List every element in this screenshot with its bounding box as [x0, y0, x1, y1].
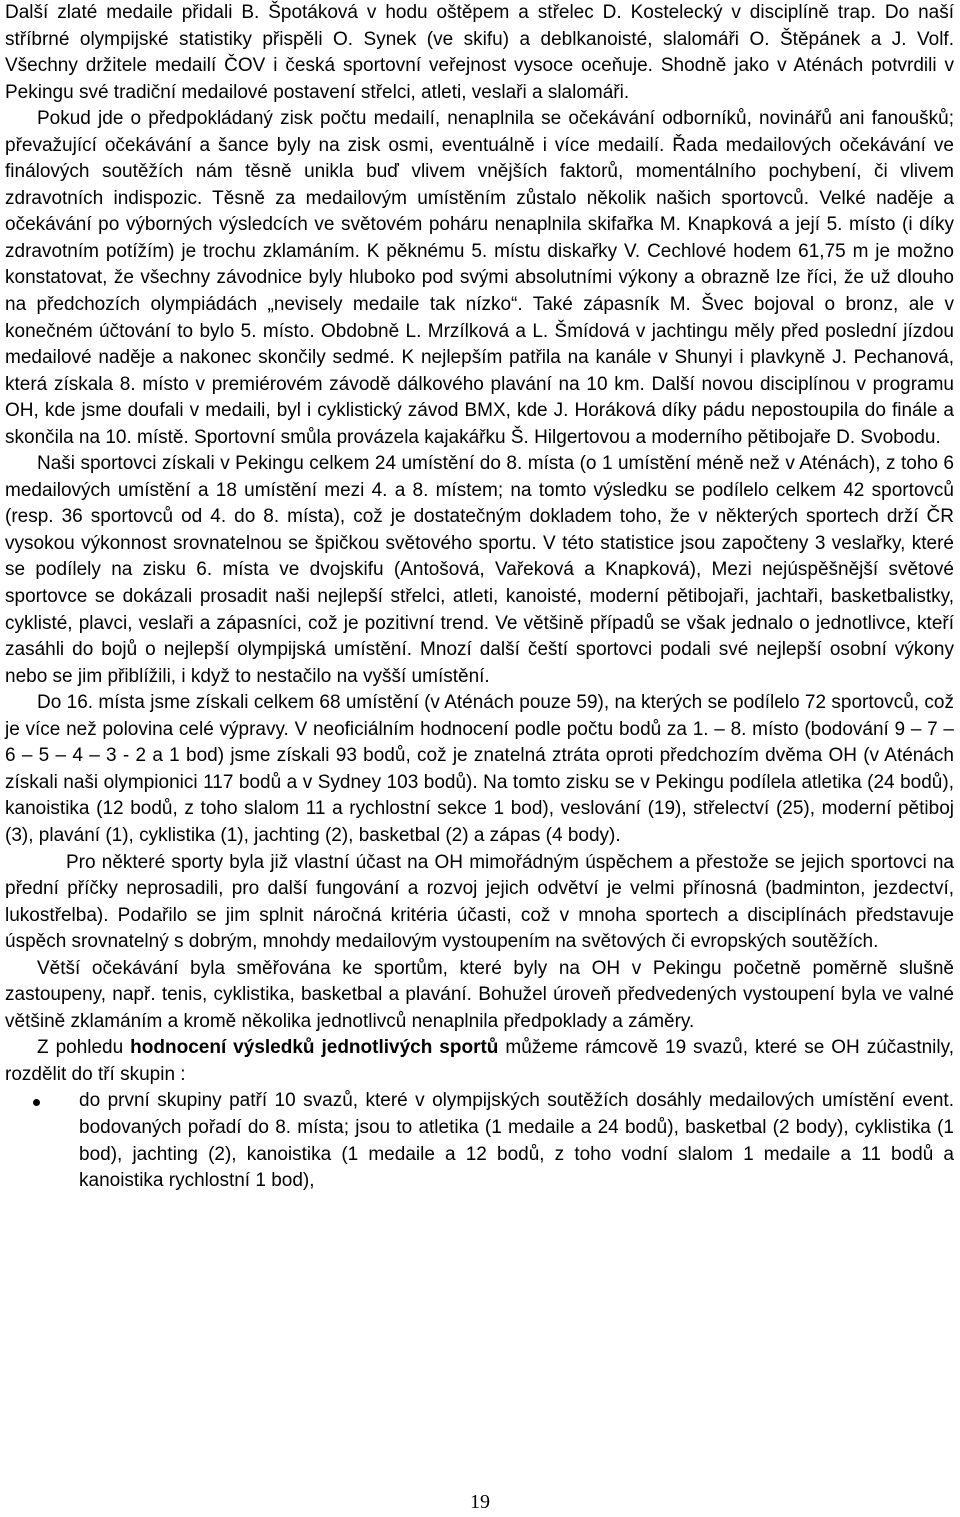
list-item-text: do první skupiny patří 10 svazů, které v olympijských soutěžích dosáhly medailových umístění event. bodovaných pořadí do 8. místa; jsou to atletika (1 medaile a 24 bodů), basketbal (2 body), cyklistika (1 bod), jachting (2), kanoistika (1 medaile a 12 bodů, z toho vodní slalom 1 medaile a 11 bodů a kanoistika rychlostní 1 bod),	[79, 1090, 954, 1192]
groups-bold-phrase: hodnocení výsledků jednotlivých sportů	[130, 1037, 499, 1059]
groups-rest-text: můžeme rámcově 19 svazů, které se OH zúčastnily, rozdělit do tří skupin :	[5, 1037, 954, 1085]
paragraph-expectations: Pokud jde o předpokládaný zisk počtu medailí, nenaplnila se očekávání odborníků, novinářů ani fanoušků; převažující očekávání a šance byly na zisk osmi, eventuálně i více medailí. Řada medailových očekávání ve finálových soutěžích nám těsně unikla buď vlivem vnějších faktorů, momentálního pochybení, či vlivem zdravotních indispozic. Těsně za medailovým umístěním zůstalo několik našich sportovců. Velké naděje a očekávání po výborných výsledcích ve světovém poháru nenaplnila skifařka M. Knapková a její 5. místo (i díky zdravotním potížím) je trochu zklamáním. K pěknému 5. místu diskařky V. Cechlové hodem 61,75 m je možno konstatovat, že všechny závodnice byly hluboko pod svými absolutními výkony a obrazně lze říci, že už dlouho na předchozích olympiádách „nevisely medaile tak nízko“. Také zápasník M. Švec bojoval o bronz, ale v konečném účtování to bylo 5. místo. Obdobně L. Mrzílková a L. Šmídová v jachtingu měly před poslední jízdou medailové naděje a nakonec skončily sedmé. K nejlepším patřila na kanále v Shunyi i plavkyně J. Pechanová, která získala 8. místo v premiérovém závodě dálkového plavání na 10 km. Další novou disciplínou v programu OH, kde jsme doufali v medaili, byl i cyklistický závod BMX, kde J. Horáková díky pádu nepostoupila do finále a skončila na 10. místě. Sportovní smůla provázela kajakářku Š. Hilgertovou a moderního pětibojaře D. Svobodu.	[5, 108, 954, 448]
paragraph-placements-top16: Do 16. místa jsme získali celkem 68 umístění (v Aténách pouze 59), na kterých se podílelo 72 sportovců, což je více než polovina celé výpravy. V neoficiálním hodnocení podle počtu bodů za 1. – 8. místo (bodování 9 – 7 – 6 – 5 – 4 – 3 - 2 a 1 bod) jsme získali 93 bodů, což je znatelná ztráta oproti předchozím dvěma OH (v Aténách získali naši olympionici 117 bodů a v Sydney 103 bodů). Na tomto zisku se v Pekingu podílela atletika (24 bodů), kanoistika (12 bodů, z toho slalom 11 a rychlostní sekce 1 bod), veslování (19), střelectví (25), moderní pětiboj (3), plavání (1), cyklistika (1), jachting (2), basketbal (2) a zápas (4 body).	[5, 692, 954, 846]
groups-intro-text: Z pohledu	[37, 1037, 131, 1059]
paragraph-placements-top8: Naši sportovci získali v Pekingu celkem 24 umístění do 8. místa (o 1 umístění méně než v Aténách), z toho 6 medailových umístění a 18 umístění mezi 4. a 8. místem; na tomto výsledku se podílelo celkem 42 sportovců (resp. 36 sportovců od 4. do 8. místa), což je dostatečným dokladem toho, že v některých sportech drží ČR vysokou výkonnost srovnatelnou se špičkou světového sportu. V této statistice jsou započteny 3 veslařky, které se podílely na zisku 6. místa ve dvojskifu (Antošová, Vařeková a Knapková), Mezi nejúspěšnější světové sportovce se dokázali prosadit naši nejlepší střelci, atleti, kanoisté, moderní pětibojaři, jachtaři, basketbalistky, cyklisté, plavci, veslaři a zápasníci, což je pozitivní trend. Ve většině případů se však jednalo o jednotlivce, kteří zasáhli do bojů o nejlepší olympijská umístění. Mnozí další čeští sportovci podali své nejlepší osobní výkony nebo se jim přiblížili, i když to nestačilo na vyšší umístění.	[5, 453, 954, 687]
page-number: 19	[470, 1491, 490, 1513]
paragraph-participation-success: Pro některé sporty byla již vlastní účast na OH mimořádným úspěchem a přestože se jejich sportovci na přední příčky neprosadili, pro další fungování a rozvoj jejich odvětví je velmi přínosná (badminton, jezdectví, lukostřelba). Podařilo se jim splnit náročná kritéria účasti, což v mnoha sportech a disciplínách představuje úspěch srovnatelný s dobrým, mnohdy medailovým vystoupením na světových či evropských soutěžích.	[5, 851, 954, 953]
paragraph-sport-groups	[5, 1035, 954, 1088]
paragraph-greater-expectations: Větší očekávání byla směřována ke sportům, které byly na OH v Pekingu početně poměrně slušně zastoupeny, např. tenis, cyklistika, basketbal a plavání. Bohužel úroveň předvedených vystoupení byla ve valné většině zklamáním a kromě několika jednotlivců nenaplnila předpoklady a záměry.	[5, 957, 954, 1032]
list-item	[5, 1088, 954, 1194]
bullet-dot-icon	[33, 1099, 40, 1106]
paragraph-medalists: Další zlaté medaile přidali B. Špotáková v hodu oštěpem a střelec D. Kostelecký v disciplíně trap. Do naší stříbrné olympijské statistiky přispěli O. Synek (ve skifu) a deblkanoisté, slalomáři O. Štěpánek a J. Volf. Všechny držitele medailí ČOV i česká sportovní veřejnost vysoce oceňuje. Shodně jako v Aténách potvrdili v Pekingu své tradiční medailové postavení střelci, atleti, veslaři a slalomáři.	[5, 2, 954, 103]
sport-groups-list	[5, 1088, 954, 1194]
